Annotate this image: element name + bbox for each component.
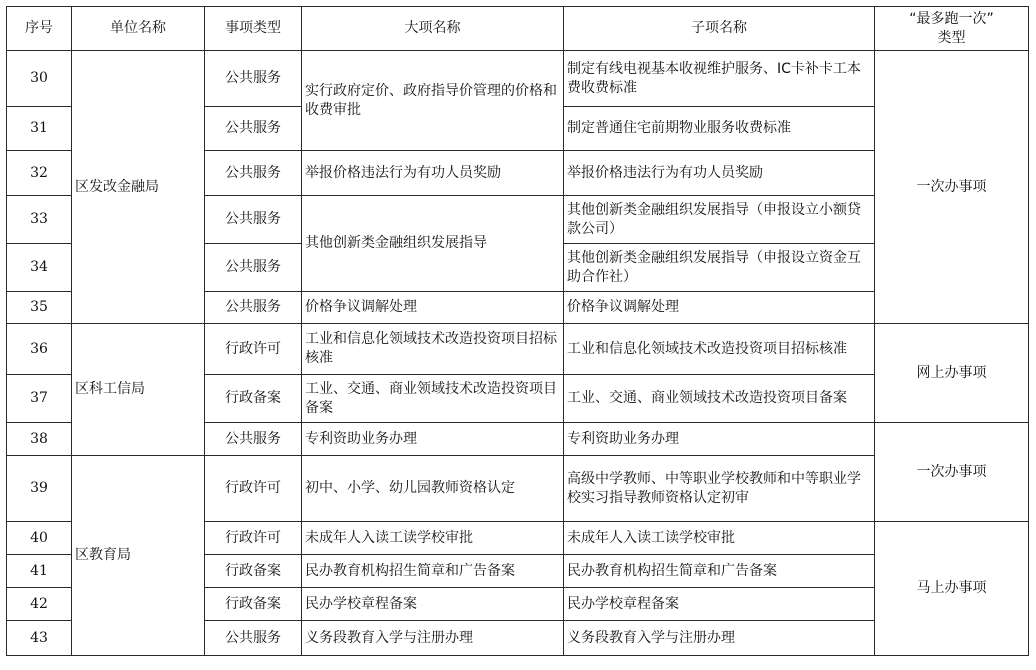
run-type-cell: 马上办事项 [875,522,1029,656]
unit-cell: 区教育局 [72,456,205,656]
table-header-row [7,7,1029,51]
items-table [6,6,1029,656]
header-main-item: 大项名称 [302,7,564,51]
type-cell: 公共服务 [205,196,302,244]
unit-cell: 区科工信局 [72,324,205,456]
main-item-cell: 其他创新类金融组织发展指导 [302,196,564,292]
seq-cell: 41 [7,555,72,588]
seq-cell: 36 [7,324,72,375]
seq-cell: 34 [7,244,72,292]
sub-item-cell: 义务段教育入学与注册办理 [564,621,875,656]
seq-cell: 31 [7,107,72,151]
type-cell: 公共服务 [205,51,302,107]
type-cell: 公共服务 [205,621,302,656]
seq-cell: 43 [7,621,72,656]
seq-cell: 30 [7,51,72,107]
seq-cell: 35 [7,292,72,324]
header-seq: 序号 [7,7,72,51]
type-cell: 行政许可 [205,456,302,522]
sub-item-cell: 其他创新类金融组织发展指导（申报设立资金互助合作社） [564,244,875,292]
header-run-type-line1: “最多跑一次” [909,10,994,27]
sub-item-cell: 工业和信息化领域技术改造投资项目招标核准 [564,324,875,375]
sub-item-cell: 民办学校章程备案 [564,588,875,621]
header-run-type [875,7,1029,51]
run-type-cell: 网上办事项 [875,324,1029,423]
main-item-cell: 民办学校章程备案 [302,588,564,621]
type-cell: 行政许可 [205,522,302,555]
seq-cell: 39 [7,456,72,522]
type-cell: 公共服务 [205,423,302,456]
sub-item-cell: 民办教育机构招生简章和广告备案 [564,555,875,588]
seq-cell: 38 [7,423,72,456]
table-row [7,51,1029,107]
main-item-cell: 举报价格违法行为有功人员奖励 [302,151,564,196]
header-sub-item: 子项名称 [564,7,875,51]
sub-item-cell: 价格争议调解处理 [564,292,875,324]
sub-item-cell: 工业、交通、商业领域技术改造投资项目备案 [564,375,875,423]
type-cell: 行政备案 [205,588,302,621]
run-type-cell: 一次办事项 [875,423,1029,522]
header-run-type-line2: 类型 [937,29,966,46]
main-item-cell: 民办教育机构招生简章和广告备案 [302,555,564,588]
seq-cell: 42 [7,588,72,621]
main-item-cell: 专利资助业务办理 [302,423,564,456]
seq-cell: 32 [7,151,72,196]
type-cell: 公共服务 [205,244,302,292]
main-item-cell: 未成年人入读工读学校审批 [302,522,564,555]
seq-cell: 33 [7,196,72,244]
header-type: 事项类型 [205,7,302,51]
sub-item-cell: 其他创新类金融组织发展指导（申报设立小额贷款公司） [564,196,875,244]
main-item-cell: 价格争议调解处理 [302,292,564,324]
main-item-cell: 义务段教育入学与注册办理 [302,621,564,656]
sub-item-cell: 举报价格违法行为有功人员奖励 [564,151,875,196]
sub-item-cell: 高级中学教师、中等职业学校教师和中等职业学校实习指导教师资格认定初审 [564,456,875,522]
type-cell: 公共服务 [205,151,302,196]
main-item-cell: 实行政府定价、政府指导价管理的价格和收费审批 [302,51,564,151]
run-type-cell: 一次办事项 [875,51,1029,324]
seq-cell: 37 [7,375,72,423]
main-item-cell: 工业和信息化领域技术改造投资项目招标核准 [302,324,564,375]
main-item-cell: 工业、交通、商业领域技术改造投资项目备案 [302,375,564,423]
sub-item-cell: 制定有线电视基本收视维护服务、IC卡补卡工本费收费标准 [564,51,875,107]
type-cell: 公共服务 [205,292,302,324]
sub-item-cell: 未成年人入读工读学校审批 [564,522,875,555]
main-item-cell: 初中、小学、幼儿园教师资格认定 [302,456,564,522]
type-cell: 行政备案 [205,555,302,588]
type-cell: 公共服务 [205,107,302,151]
sub-item-cell: 制定普通住宅前期物业服务收费标准 [564,107,875,151]
seq-cell: 40 [7,522,72,555]
unit-cell: 区发改金融局 [72,51,205,324]
header-unit: 单位名称 [72,7,205,51]
type-cell: 行政备案 [205,375,302,423]
type-cell: 行政许可 [205,324,302,375]
sub-item-cell: 专利资助业务办理 [564,423,875,456]
table-row [7,324,1029,375]
